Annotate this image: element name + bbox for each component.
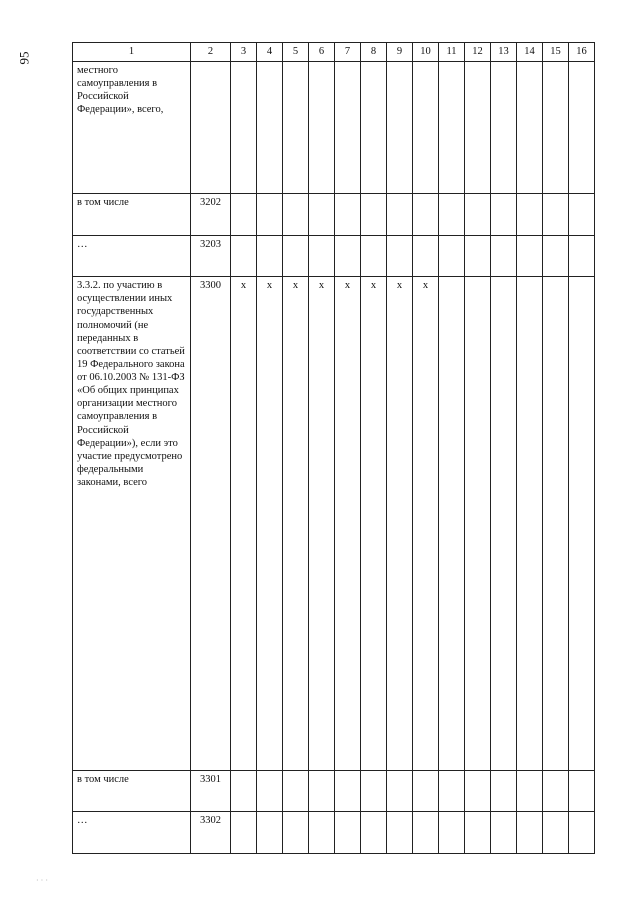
cell-mark: [335, 235, 361, 277]
cell-mark: [257, 62, 283, 194]
cell-mark: [387, 812, 413, 854]
cell-mark: [335, 770, 361, 812]
page-number: 95: [16, 51, 32, 65]
row-description: местного самоуправления в Российской Федерации», всего,: [73, 62, 191, 194]
cell-mark: x: [309, 277, 335, 771]
cell-mark: [439, 812, 465, 854]
cell-mark: [283, 62, 309, 194]
table-body: [73, 62, 595, 854]
row-code: 3301: [191, 770, 231, 812]
cell-mark: [413, 62, 439, 194]
cell-mark: x: [387, 277, 413, 771]
column-header: 13: [491, 43, 517, 62]
cell-mark: x: [231, 277, 257, 771]
cell-mark: [361, 235, 387, 277]
row-description: …: [73, 812, 191, 854]
cell-mark: [413, 812, 439, 854]
cell-mark: [465, 194, 491, 236]
cell-mark: [543, 770, 569, 812]
table-row: [73, 812, 595, 854]
table-row: [73, 277, 595, 771]
cell-mark: [257, 235, 283, 277]
scan-artifact: · · ·: [36, 876, 48, 885]
cell-mark: [569, 812, 595, 854]
table-row: [73, 194, 595, 236]
cell-mark: [231, 812, 257, 854]
column-header: 12: [465, 43, 491, 62]
cell-mark: [309, 194, 335, 236]
cell-mark: [439, 194, 465, 236]
column-header: 11: [439, 43, 465, 62]
column-header: 5: [283, 43, 309, 62]
cell-mark: [283, 194, 309, 236]
column-header: 10: [413, 43, 439, 62]
row-code: 3203: [191, 235, 231, 277]
cell-mark: [309, 770, 335, 812]
cell-mark: [569, 235, 595, 277]
cell-mark: [335, 194, 361, 236]
cell-mark: [309, 62, 335, 194]
row-code: [191, 62, 231, 194]
cell-mark: [387, 770, 413, 812]
cell-mark: [543, 235, 569, 277]
row-description: в том числе: [73, 194, 191, 236]
column-header: 3: [231, 43, 257, 62]
cell-mark: [413, 235, 439, 277]
column-header: 15: [543, 43, 569, 62]
cell-mark: [517, 277, 543, 771]
cell-mark: [465, 235, 491, 277]
table-row: [73, 235, 595, 277]
cell-mark: [465, 277, 491, 771]
cell-mark: [361, 770, 387, 812]
column-header: 1: [73, 43, 191, 62]
cell-mark: [569, 194, 595, 236]
cell-mark: x: [283, 277, 309, 771]
cell-mark: [517, 62, 543, 194]
cell-mark: [491, 62, 517, 194]
cell-mark: [231, 235, 257, 277]
cell-mark: [491, 235, 517, 277]
column-header: 4: [257, 43, 283, 62]
cell-mark: [413, 770, 439, 812]
cell-mark: [569, 277, 595, 771]
cell-mark: [465, 770, 491, 812]
column-header: 6: [309, 43, 335, 62]
row-code: 3302: [191, 812, 231, 854]
column-header: 14: [517, 43, 543, 62]
cell-mark: [439, 770, 465, 812]
cell-mark: [335, 62, 361, 194]
column-header: 7: [335, 43, 361, 62]
cell-mark: [543, 277, 569, 771]
cell-mark: [439, 235, 465, 277]
column-header: 8: [361, 43, 387, 62]
cell-mark: [283, 770, 309, 812]
cell-mark: [543, 194, 569, 236]
row-code: 3300: [191, 277, 231, 771]
column-header: 16: [569, 43, 595, 62]
cell-mark: [309, 235, 335, 277]
row-description: 3.3.2. по участию в осуществлении иных государственных полномочий (не переданных в соответствии со статьей 19 Федерального закона от 06.10.2003 № 131-ФЗ «Об общих принципах организации местного самоуправления в Российской Федерации»), если это участие предусмотрено федеральными законами, всего: [73, 277, 191, 771]
cell-mark: [491, 812, 517, 854]
cell-mark: [517, 812, 543, 854]
cell-mark: x: [413, 277, 439, 771]
table-row: [73, 62, 595, 194]
cell-mark: [335, 812, 361, 854]
row-code: 3202: [191, 194, 231, 236]
cell-mark: [543, 62, 569, 194]
cell-mark: [361, 812, 387, 854]
report-table: [72, 42, 595, 854]
cell-mark: [387, 235, 413, 277]
table-row: [73, 770, 595, 812]
table-header-row: [73, 43, 595, 62]
cell-mark: [439, 62, 465, 194]
report-table-wrapper: [72, 42, 587, 854]
cell-mark: [569, 62, 595, 194]
cell-mark: [283, 812, 309, 854]
cell-mark: [387, 62, 413, 194]
cell-mark: [413, 194, 439, 236]
column-header: 9: [387, 43, 413, 62]
row-description: …: [73, 235, 191, 277]
cell-mark: [491, 194, 517, 236]
cell-mark: [465, 812, 491, 854]
cell-mark: [257, 770, 283, 812]
cell-mark: [543, 812, 569, 854]
cell-mark: x: [335, 277, 361, 771]
cell-mark: [387, 194, 413, 236]
cell-mark: [257, 812, 283, 854]
cell-mark: [517, 235, 543, 277]
cell-mark: [231, 194, 257, 236]
cell-mark: [361, 62, 387, 194]
cell-mark: [439, 277, 465, 771]
cell-mark: [517, 194, 543, 236]
cell-mark: [231, 770, 257, 812]
cell-mark: [491, 277, 517, 771]
cell-mark: x: [257, 277, 283, 771]
cell-mark: x: [361, 277, 387, 771]
cell-mark: [361, 194, 387, 236]
cell-mark: [309, 812, 335, 854]
cell-mark: [517, 770, 543, 812]
cell-mark: [569, 770, 595, 812]
cell-mark: [231, 62, 257, 194]
cell-mark: [283, 235, 309, 277]
cell-mark: [465, 62, 491, 194]
cell-mark: [491, 770, 517, 812]
cell-mark: [257, 194, 283, 236]
column-header: 2: [191, 43, 231, 62]
row-description: в том числе: [73, 770, 191, 812]
